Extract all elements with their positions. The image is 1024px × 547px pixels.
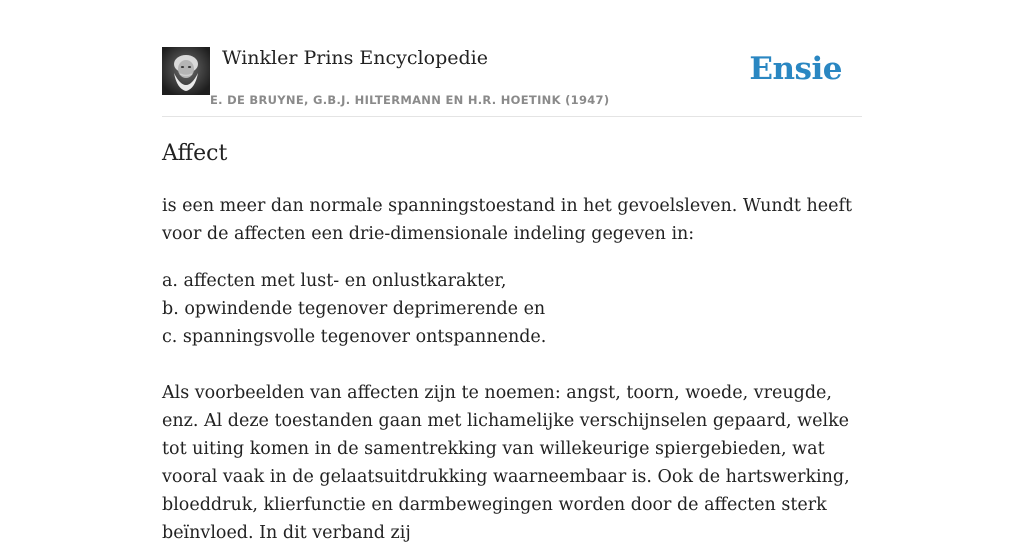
article-title: Affect xyxy=(162,141,228,166)
ensie-logo[interactable]: Ensie xyxy=(749,51,842,87)
article-paragraph-2: Als voorbeelden van affecten zijn te noemen: angst, toorn, woede, vreugde, enz. Al deze toestanden gaan met lichamelijke verschijnselen gepaard, welke tot uiting komen in de samentrekking van willekeurige spiergebieden, wat vooral vaak in de gelaatsuitdrukking waarneembaar is. Ook de hartswerking, bloeddruk, klierfunctie en darmbewegingen worden door de affecten sterk beïnvloed. In dit verband zij xyxy=(162,383,850,543)
publication-header xyxy=(162,0,862,117)
publication-authors: E. DE BRUYNE, G.B.J. HILTERMANN EN H.R. HOETINK (1947) xyxy=(210,93,610,107)
portrait-icon xyxy=(162,47,210,95)
classification-list xyxy=(162,267,862,351)
article-paragraph-1: is een meer dan normale spanningstoestand in het gevoelsleven. Wundt heeft voor de affecten een drie-dimensionale indeling gegeven in: xyxy=(162,196,852,244)
publication-title[interactable]: Winkler Prins Encyclopedie xyxy=(222,47,488,69)
list-item: b. opwindende tegenover deprimerende en xyxy=(162,299,546,319)
page-content xyxy=(162,0,862,543)
list-item: a. affecten met lust- en onlustkarakter, xyxy=(162,271,507,291)
list-item: c. spanningsvolle tegenover ontspannende. xyxy=(162,327,547,347)
avatar[interactable] xyxy=(162,47,210,95)
